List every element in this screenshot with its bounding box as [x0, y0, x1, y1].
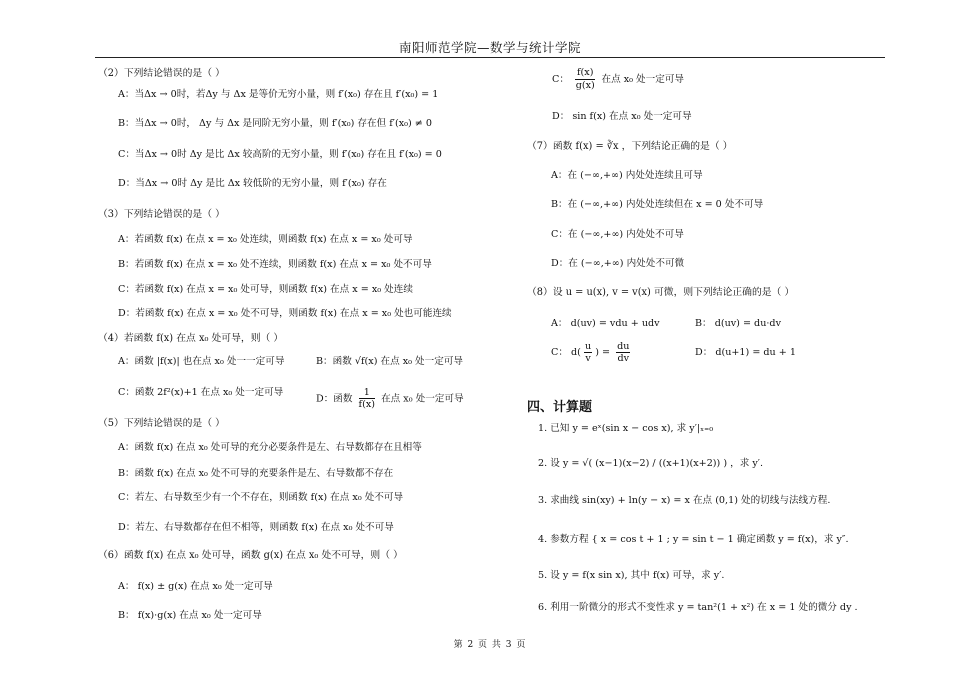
q6-option-c	[552, 67, 684, 92]
q8-option-c	[551, 341, 630, 364]
q6-c-prefix: C：	[552, 74, 569, 85]
q2-option-d: D：当Δx → 0时 Δy 是比 Δx 较低阶的无穷小量，则 f′(x₀) 存在	[118, 178, 387, 189]
q2-option-b: B：当Δx → 0时， Δy 与 Δx 是同阶无穷小量，则 f′(x₀) 存在但 f′(x₀) ≠ 0	[118, 118, 432, 129]
q2-option-c: C：当Δx → 0时 Δy 是比 Δx 较高阶的无穷小量，则 f′(x₀) 存在且 f′(x₀) = 0	[118, 149, 442, 160]
calc-problem-2: 2. 设 y = √( (x−1)(x−2) / ((x+1)(x+2)) ) ，求 y′.	[538, 458, 764, 469]
q8-c-dv: dv	[617, 353, 630, 364]
q4-option-a: A：函数 |f(x)| 也在点 x₀ 处一一定可导	[118, 356, 285, 367]
q3-option-d: D：若函数 f(x) 在点 x = x₀ 处不可导，则函数 f(x) 在点 x = x₀ 处也可能连续	[118, 308, 452, 319]
q6-c-denominator: g(x)	[575, 80, 595, 91]
q8-option-d: D： d(u+1) = du + 1	[695, 347, 796, 358]
calc-problem-6: 6. 利用一阶微分的形式不变性求 y = tan²(1 + x²) 在 x = 1 处的微分 dy .	[538, 602, 858, 613]
q8-c-fraction-uv	[584, 341, 592, 364]
q4-option-d	[316, 387, 464, 411]
q8-c-prefix: C： d(	[551, 347, 581, 358]
q8-c-v: v	[585, 353, 591, 364]
q7-option-c: C：在 (−∞,+∞) 内处处不可导	[551, 229, 684, 240]
page-footer: 第 2 页 共 3 页	[453, 640, 527, 650]
q6-c-numerator: f(x)	[577, 67, 594, 78]
q7-stem: （7）函数 f(x) = ∛x ，下列结论正确的是（ ）	[527, 141, 733, 152]
q4-stem: （4）若函数 f(x) 在点 x₀ 处可导，则（ ）	[98, 333, 284, 344]
q8-c-du: du	[617, 341, 630, 352]
q5-option-b: B：函数 f(x) 在点 x₀ 处不可导的充要条件是左、右导数都不存在	[118, 468, 394, 479]
q6-option-a: A： f(x) ± g(x) 在点 x₀ 处一定可导	[118, 581, 273, 592]
q4-option-d-fraction	[359, 387, 375, 411]
q4-d-numerator: 1	[359, 387, 375, 399]
q2-option-a: A：当Δx → 0时，若Δy 与 Δx 是等价无穷小量，则 f′(x₀) 存在且 f′(x₀) = 1	[118, 89, 439, 100]
q3-option-c: C：若函数 f(x) 在点 x = x₀ 处可导，则函数 f(x) 在点 x = x₀ 处连续	[118, 284, 413, 295]
header-rule	[95, 57, 885, 58]
calc-problem-1: 1. 已知 y = eˣ(sin x − cos x), 求 y′|ₓ₌₀	[538, 423, 714, 434]
q7-option-a: A：在 (−∞,+∞) 内处处连续且可导	[551, 170, 703, 181]
q7-option-d: D：在 (−∞,+∞) 内处处不可微	[551, 258, 685, 269]
q8-option-a: A： d(uv) = vdu + udv	[551, 318, 660, 329]
q6-c-suffix: 在点 x₀ 处一定可导	[601, 74, 685, 85]
q4-option-b: B：函数 √f(x) 在点 x₀ 处一定可导	[316, 356, 464, 367]
q4-d-denominator: f(x)	[358, 399, 375, 410]
q5-option-a: A：函数 f(x) 在点 x₀ 处可导的充分必要条件是左、右导数都存在且相等	[118, 442, 422, 453]
q5-option-c: C：若左、右导数至少有一个不存在，则函数 f(x) 在点 x₀ 处不可导	[118, 492, 404, 503]
q8-stem: （8）设 u = u(x), v = v(x) 可微，则下列结论正确的是（ ）	[527, 287, 795, 298]
calc-problem-5: 5. 设 y = f(x sin x), 其中 f(x) 可导，求 y′.	[538, 570, 725, 581]
q6-option-d: D： sin f(x) 在点 x₀ 处一定可导	[552, 111, 692, 122]
q3-stem: （3）下列结论错误的是（ ）	[98, 209, 225, 220]
q8-c-middle: ) =	[595, 347, 611, 358]
q4-option-c: C：函数 2f²(x)+1 在点 x₀ 处一定可导	[118, 387, 284, 398]
q8-c-fraction-du-dv	[616, 341, 630, 364]
calc-problem-4: 4. 参数方程 { x = cos t + 1 ; y = sin t − 1 确定函数 y = f(x)，求 y″.	[538, 534, 849, 545]
q5-option-d: D：若左、右导数都存在但不相等，则函数 f(x) 在点 x₀ 处不可导	[118, 522, 394, 533]
q6-option-b: B： f(x)·g(x) 在点 x₀ 处一定可导	[118, 610, 262, 621]
q7-option-b: B：在 (−∞,+∞) 内处处连续但在 x = 0 处不可导	[551, 199, 764, 210]
q6-stem: （6）函数 f(x) 在点 x₀ 处可导，函数 g(x) 在点 x₀ 处不可导，则（ ）	[98, 550, 403, 561]
page-header-title: 南阳师范学院—数学与统计学院	[398, 40, 581, 55]
section-title-calculation: 四、计算题	[527, 400, 593, 415]
q8-c-u: u	[584, 341, 592, 352]
q5-stem: （5）下列结论错误的是（ ）	[98, 418, 225, 429]
q3-option-a: A：若函数 f(x) 在点 x = x₀ 处连续，则函数 f(x) 在点 x = x₀ 处可导	[118, 234, 413, 245]
q4-option-d-prefix: D：函数	[316, 393, 353, 405]
q3-option-b: B：若函数 f(x) 在点 x = x₀ 处不连续，则函数 f(x) 在点 x = x₀ 处不可导	[118, 259, 432, 270]
q6-c-fraction	[575, 67, 595, 92]
q2-stem: （2）下列结论错误的是（ ）	[98, 68, 225, 79]
q8-option-b: B： d(uv) = du·dv	[695, 318, 781, 329]
q4-option-d-suffix: 在点 x₀ 处一定可导	[381, 393, 464, 405]
calc-problem-3: 3. 求曲线 sin(xy) + ln(y − x) = x 在点 (0,1) 处的切线与法线方程.	[538, 495, 831, 506]
